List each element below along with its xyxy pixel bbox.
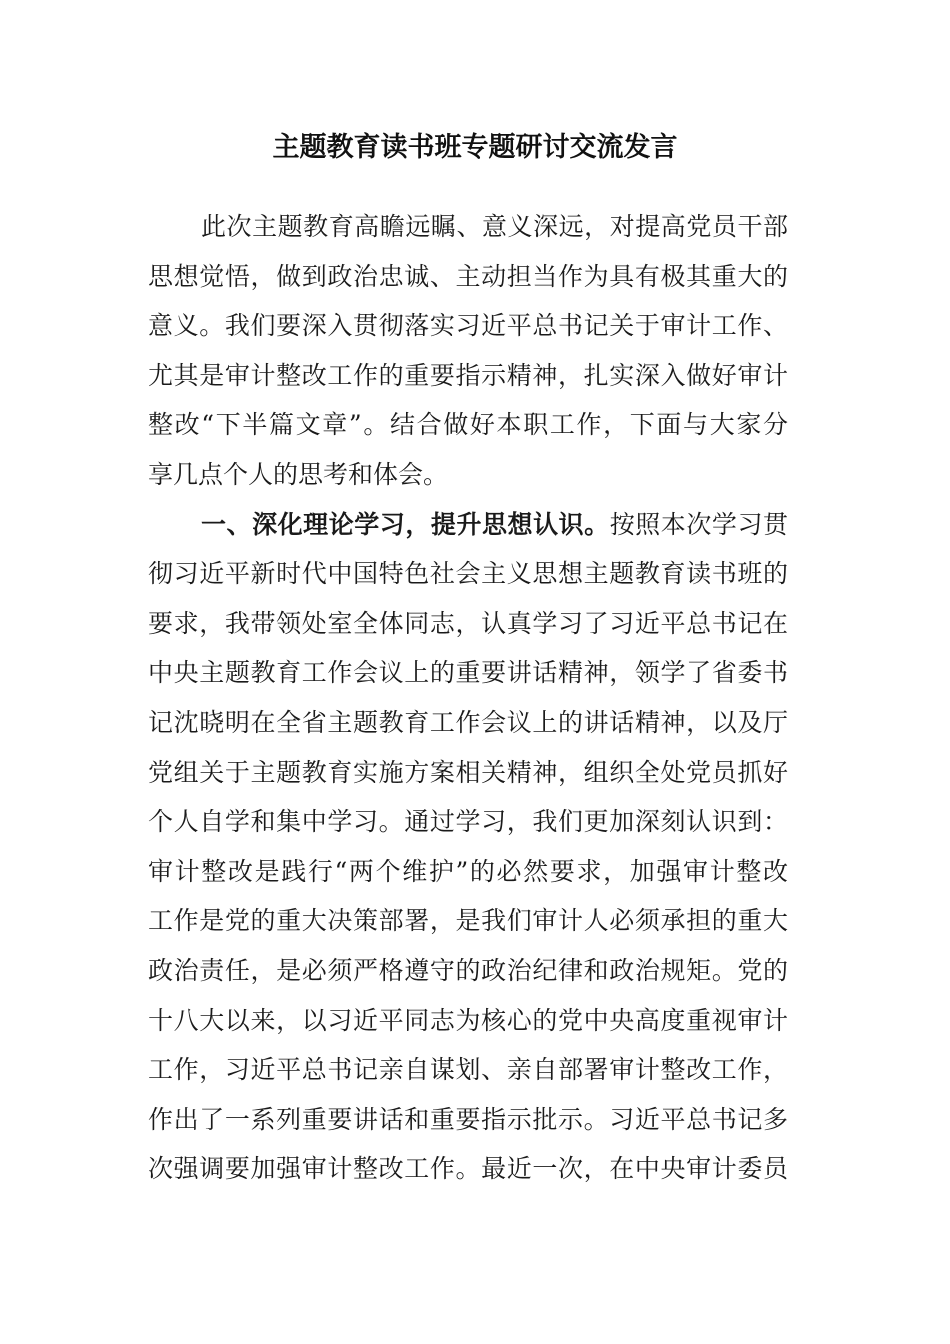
paragraph-line: 中央主题教育工作会议上的重要讲话精神，领学了省委书	[148, 658, 788, 688]
paragraph-line: 次强调要加强审计整改工作。最近一次，在中央审计委员	[148, 1154, 788, 1184]
paragraph-line: 作出了一系列重要讲话和重要指示批示。习近平总书记多	[148, 1104, 788, 1134]
paragraph-line: 审计整改是践行“两个维护”的必然要求，加强审计整改	[148, 856, 788, 886]
document-title: 主题教育读书班专题研讨交流发言	[272, 132, 678, 163]
paragraph-line: 记沈晓明在全省主题教育工作会议上的讲话精神，以及厅	[148, 707, 788, 737]
section-heading: 一、深化理论学习，提升思想认识。	[201, 509, 610, 539]
paragraph-line: 此次主题教育高瞻远瞩、意义深远，对提高党员干部	[201, 212, 788, 241]
paragraph-line: 党组关于主题教育实施方案相关精神，组织全处党员抓好	[148, 757, 788, 787]
paragraph-line: 尤其是审计整改工作的重要指示精神，扎实深入做好审计	[148, 360, 788, 390]
paragraph-line: 工作是党的重大决策部署，是我们审计人必须承担的重大	[148, 906, 788, 936]
paragraph-line: 享几点个人的思考和体会。	[148, 459, 449, 489]
paragraph-line: 整改“下半篇文章”。结合做好本职工作，下面与大家分	[148, 410, 788, 440]
document-body	[148, 202, 788, 1194]
section-heading-rest: 按照本次学习贯	[609, 509, 788, 539]
paragraph-line: 要求，我带领处室全体同志，认真学习了习近平总书记在	[148, 608, 788, 638]
paragraph-line: 政治责任，是必须严格遵守的政治纪律和政治规矩。党的	[148, 955, 788, 985]
paragraph-line: 思想觉悟，做到政治忠诚、主动担当作为具有极其重大的	[148, 261, 788, 291]
paragraph-line: 个人自学和集中学习。通过学习，我们更加深刻认识到：	[148, 807, 788, 837]
paragraph-line: 彻习近平新时代中国特色社会主义思想主题教育读书班的	[148, 559, 788, 589]
paragraph-line: 意义。我们要深入贯彻落实习近平总书记关于审计工作、	[148, 311, 788, 341]
paragraph-line: 十八大以来，以习近平同志为核心的党中央高度重视审计	[148, 1005, 788, 1035]
paragraph-line: 工作，习近平总书记亲自谋划、亲自部署审计整改工作，	[148, 1055, 788, 1085]
section-heading-line	[148, 500, 788, 550]
